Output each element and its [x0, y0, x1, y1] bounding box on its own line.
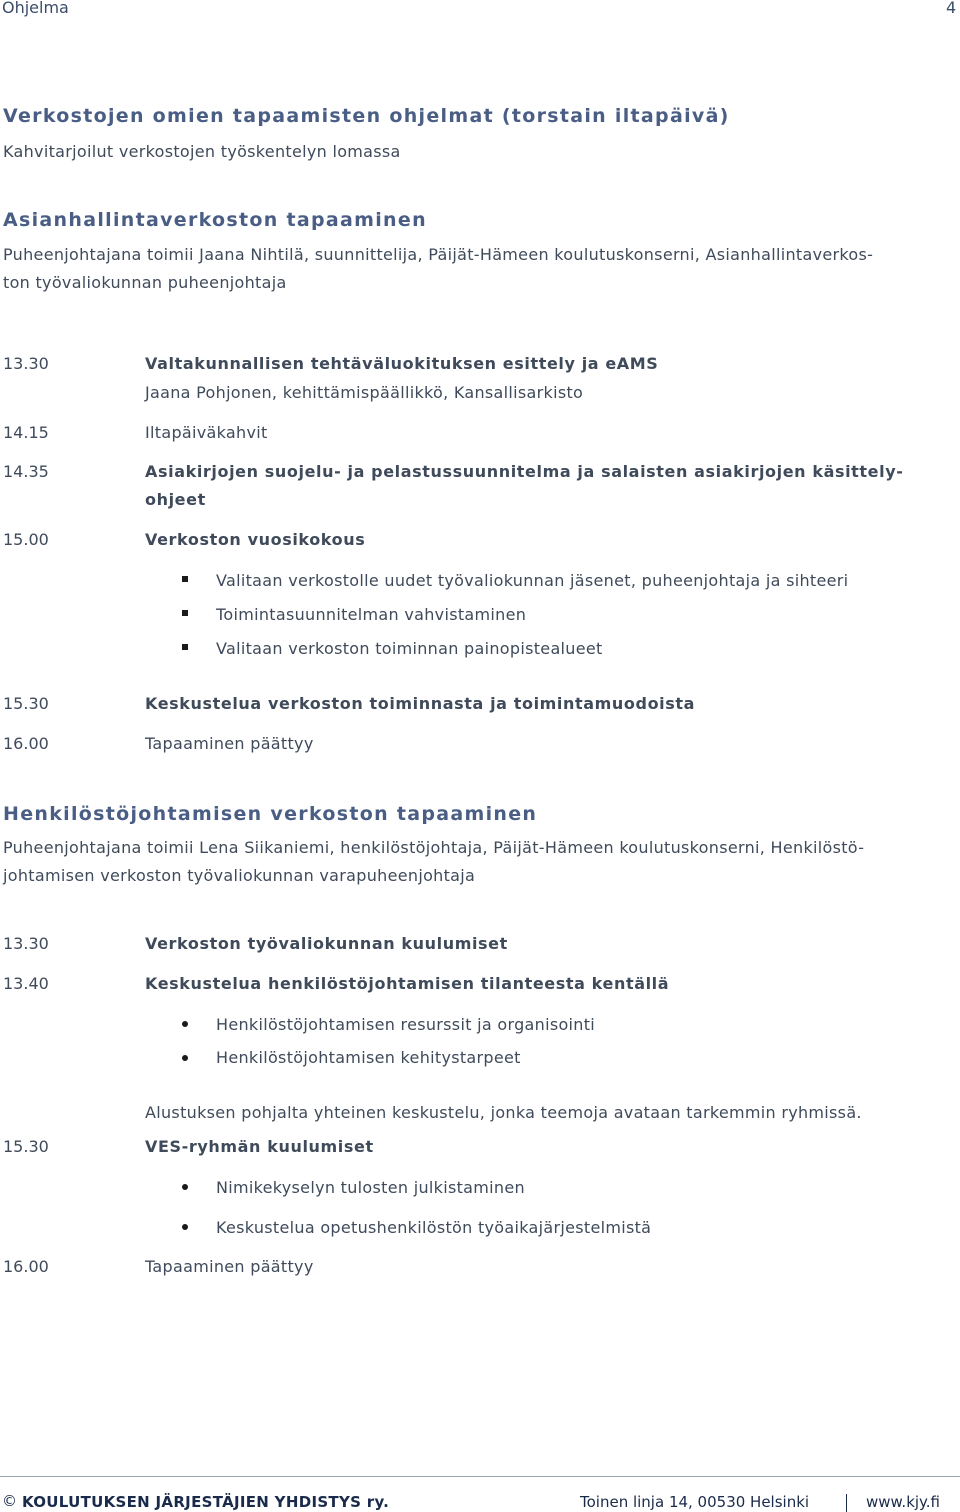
- program-time: 13.30: [3, 934, 49, 953]
- henkilosto-title: Henkilöstöjohtamisen verkoston tapaaminen: [3, 803, 538, 825]
- footer-separator: [846, 1494, 847, 1512]
- section-subtitle: Kahvitarjoilut verkostojen työskentelyn lomassa: [3, 142, 401, 161]
- list-item: Valitaan verkostolle uudet työvaliokunnan jäsenet, puheenjohtaja ja sihteeri: [216, 571, 849, 590]
- document-title: Ohjelma: [2, 0, 69, 17]
- list-item: Toimintasuunnitelman vahvistaminen: [216, 605, 527, 624]
- program-time: 16.00: [3, 734, 49, 753]
- program-title: Verkoston työvaliokunnan kuulumiset: [145, 934, 508, 953]
- program-title-continued: ohjeet: [145, 490, 206, 509]
- program-time: 13.30: [3, 354, 49, 373]
- footer-website-link[interactable]: www.kjy.fi: [866, 1493, 941, 1511]
- round-bullet-icon: [182, 1021, 188, 1027]
- footer-address: Toinen linja 14, 00530 Helsinki: [580, 1493, 810, 1511]
- list-item: Henkilöstöjohtamisen resurssit ja organisointi: [216, 1015, 596, 1034]
- round-bullet-icon: [182, 1055, 188, 1061]
- henkilosto-chair-line1: Puheenjohtajana toimii Lena Siikaniemi, henkilöstöjohtaja, Päijät-Hämeen koulutuskonserni, Henkilöstö-: [3, 838, 865, 857]
- program-title: Keskustelua henkilöstöjohtamisen tilanteesta kentällä: [145, 974, 670, 993]
- asianhallinta-chair-line1: Puheenjohtajana toimii Jaana Nihtilä, suunnittelija, Päijät-Hämeen koulutuskonserni, Asianhallintaverkos-: [3, 245, 874, 264]
- program-title: Asiakirjojen suojelu- ja pelastussuunnitelma ja salaisten asiakirjojen käsittely-: [145, 462, 904, 481]
- list-item: Henkilöstöjohtamisen kehitystarpeet: [216, 1048, 521, 1067]
- list-item: Valitaan verkoston toiminnan painopistealueet: [216, 639, 603, 658]
- page-number: 4: [946, 0, 957, 17]
- program-time: 14.35: [3, 462, 49, 481]
- square-bullet-icon: [182, 644, 188, 650]
- program-note: Alustuksen pohjalta yhteinen keskustelu, jonka teemoja avataan tarkemmin ryhmissä.: [145, 1103, 862, 1122]
- round-bullet-icon: [182, 1224, 188, 1230]
- program-title: Keskustelua verkoston toiminnasta ja toimintamuodoista: [145, 694, 696, 713]
- program-time: 13.40: [3, 974, 49, 993]
- program-title: Tapaaminen päättyy: [145, 734, 314, 753]
- square-bullet-icon: [182, 576, 188, 582]
- program-title: Tapaaminen päättyy: [145, 1257, 314, 1276]
- footer-divider: [0, 1476, 960, 1477]
- program-time: 16.00: [3, 1257, 49, 1276]
- program-title: VES-ryhmän kuulumiset: [145, 1137, 374, 1156]
- program-speaker: Jaana Pohjonen, kehittämispäällikkö, Kansallisarkisto: [145, 383, 584, 402]
- asianhallinta-title: Asianhallintaverkoston tapaaminen: [3, 209, 427, 231]
- section-title: Verkostojen omien tapaamisten ohjelmat (torstain iltapäivä): [3, 105, 730, 127]
- program-time: 15.00: [3, 530, 49, 549]
- round-bullet-icon: [182, 1184, 188, 1190]
- asianhallinta-chair-line2: ton työvaliokunnan puheenjohtaja: [3, 273, 287, 292]
- square-bullet-icon: [182, 610, 188, 616]
- henkilosto-chair-line2: johtamisen verkoston työvaliokunnan varapuheenjohtaja: [3, 866, 476, 885]
- program-title: Verkoston vuosikokous: [145, 530, 366, 549]
- program-title: Valtakunnallisen tehtäväluokituksen esittely ja eAMS: [145, 354, 659, 373]
- list-item: Keskustelua opetushenkilöstön työaikajärjestelmistä: [216, 1218, 652, 1237]
- footer-organization: KOULUTUKSEN JÄRJESTÄJIEN YHDISTYS ry.: [22, 1493, 390, 1511]
- program-title: Iltapäiväkahvit: [145, 423, 268, 442]
- program-time: 14.15: [3, 423, 49, 442]
- program-time: 15.30: [3, 1137, 49, 1156]
- list-item: Nimikekyselyn tulosten julkistaminen: [216, 1178, 525, 1197]
- copyright-icon: ©: [2, 1492, 17, 1510]
- program-time: 15.30: [3, 694, 49, 713]
